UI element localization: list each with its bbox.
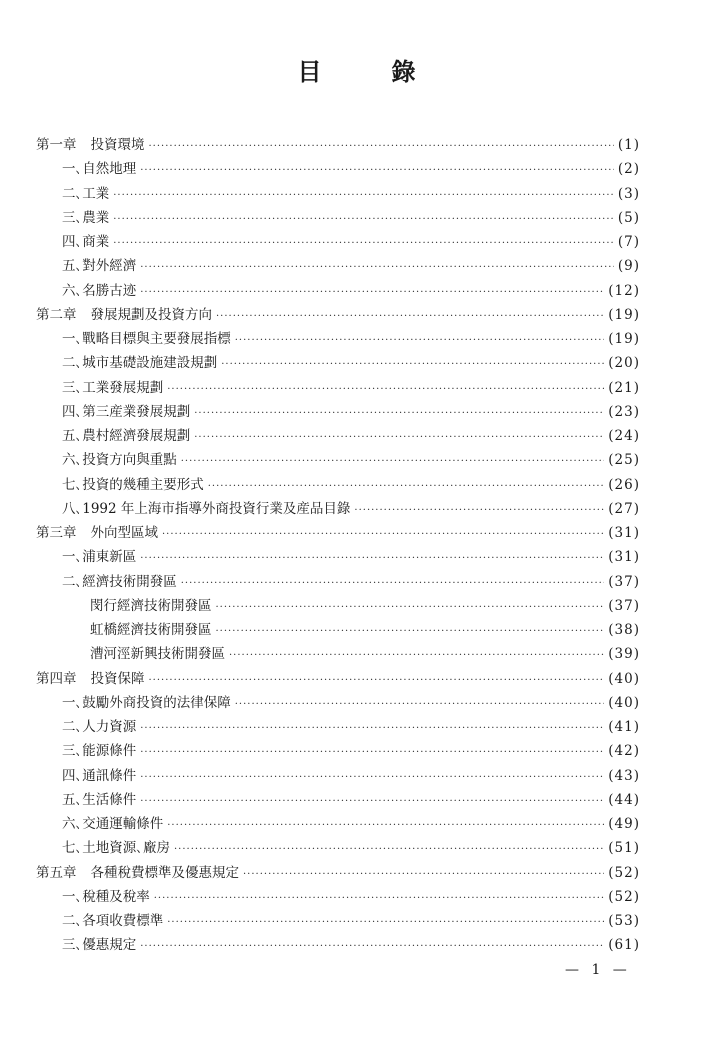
- toc-section-row: [62, 378, 640, 398]
- dot-leader: [235, 695, 605, 715]
- toc-entry-text: 二､經濟技術開發區: [62, 573, 177, 590]
- toc-entry-text: 六､名勝古迹: [62, 282, 137, 299]
- toc-page-number: (52): [608, 864, 640, 881]
- toc-entry-text: 二､各項收費標準: [62, 913, 164, 929]
- dot-leader: [216, 598, 605, 618]
- toc-entry-label: [62, 911, 163, 931]
- page-title: [0, 52, 713, 87]
- toc-page-number: (19): [608, 306, 640, 323]
- toc-section-row: [62, 475, 640, 495]
- toc-page-number: (41): [608, 719, 640, 735]
- toc-section-row: [62, 402, 640, 422]
- toc-page-number: (31): [608, 549, 640, 566]
- toc-section-row: [62, 208, 640, 228]
- toc-page-number: (26): [608, 476, 640, 493]
- toc-entry-text: 一､浦東新區: [62, 549, 137, 566]
- toc-entry-label: [62, 159, 136, 179]
- dot-leader: [154, 889, 605, 909]
- dot-leader: [140, 937, 604, 957]
- toc-page-number: (9): [617, 258, 640, 275]
- dot-leader: [181, 574, 605, 594]
- toc-section-row: [62, 741, 640, 761]
- toc-entry-label: [62, 353, 217, 373]
- dot-leader: [140, 161, 614, 181]
- toc-page-number: (5): [617, 209, 640, 226]
- page-number: — 1 —: [565, 962, 631, 978]
- toc-chapter-number: 第一章: [36, 137, 77, 153]
- toc-entry-text: 八､1992 年上海市指導外商投資行業及産品目錄: [62, 500, 351, 517]
- dot-leader: [221, 355, 604, 375]
- toc-section-row: [62, 184, 640, 204]
- toc-entry-text: 外向型區域: [90, 525, 158, 541]
- toc-page-number: (43): [608, 767, 640, 784]
- toc-entry-label: [62, 499, 350, 519]
- dot-leader: [194, 404, 604, 424]
- toc-entry-label: [62, 378, 163, 398]
- toc-entry-text: 投資保障: [90, 670, 145, 687]
- toc-entry-text: 一､戰略目標與主要發展指標: [62, 331, 231, 347]
- dot-leader: [167, 913, 604, 933]
- dot-leader: [354, 501, 604, 521]
- toc-section-row: [62, 717, 640, 737]
- toc-page-number: (51): [608, 840, 640, 857]
- dot-leader: [140, 792, 604, 812]
- toc-page-number: (37): [608, 573, 640, 590]
- toc-entry-text: 三､能源條件: [62, 743, 137, 760]
- dot-leader: [149, 671, 605, 691]
- toc-entry-text: 五､生活條件: [62, 791, 137, 808]
- toc-entry-text: 六､投資方向與重點: [62, 452, 177, 469]
- toc-entry-text: 三､農業: [62, 209, 110, 226]
- dot-leader: [140, 549, 604, 569]
- dot-leader: [149, 137, 614, 157]
- title-char-1: 目: [297, 58, 322, 86]
- dot-leader: [140, 719, 604, 739]
- toc-entry-label: [36, 523, 158, 543]
- toc-entry-label: [62, 232, 109, 252]
- toc-entry-label: [62, 208, 109, 228]
- toc-entry-text: 一､鼓勵外商投資的法律保障: [62, 694, 231, 711]
- toc-entry-label: [62, 717, 136, 737]
- dot-leader: [174, 840, 604, 860]
- dot-leader: [181, 452, 605, 472]
- toc-page-number: (53): [608, 913, 640, 929]
- toc-section-row: [62, 838, 640, 858]
- toc-section-row: [62, 790, 640, 810]
- toc-entry-text: 發展規劃及投資方向: [90, 306, 212, 323]
- toc-entry-text: 二､人力資源: [62, 719, 137, 735]
- dot-leader: [140, 743, 604, 763]
- toc-page-number: (37): [608, 597, 640, 614]
- dot-leader: [216, 307, 604, 327]
- toc-entry-text: 六､交通運輸條件: [62, 816, 164, 832]
- toc-page-number: (24): [608, 428, 640, 444]
- toc-chapter-row: [36, 523, 640, 543]
- dot-leader: [194, 428, 604, 448]
- toc-entry-label: [36, 135, 145, 155]
- toc-entry-label: [36, 305, 212, 325]
- toc-entry-label: [62, 935, 136, 955]
- toc-section-row: [62, 499, 640, 519]
- toc-entry-label: [36, 669, 145, 689]
- toc-page-number: (49): [608, 816, 640, 832]
- toc-page-number: (40): [608, 670, 640, 687]
- toc-entry-text: 二､城市基礎設施建設規劃: [62, 355, 218, 372]
- toc-chapter-number: 第三章: [36, 525, 77, 541]
- toc-entry-label: [62, 887, 150, 907]
- toc-chapter-number: 第二章: [36, 306, 77, 323]
- toc-section-row: [62, 911, 640, 931]
- toc-entry-text: 各種稅費標準及優惠規定: [90, 864, 239, 881]
- toc-section-row: [62, 814, 640, 834]
- toc-page-number: (23): [608, 403, 640, 420]
- toc-entry-text: 四､第三産業發展規劃: [62, 403, 191, 420]
- toc-section-row: [62, 353, 640, 373]
- dot-leader: [140, 768, 604, 788]
- toc-page-number: (3): [617, 185, 640, 202]
- toc-section-row: [90, 644, 640, 664]
- toc-entry-label: [62, 766, 136, 786]
- toc-chapter-row: [36, 305, 640, 325]
- toc-entry-text: 五､農村經濟發展規劃: [62, 428, 191, 444]
- toc-entry-label: [62, 450, 177, 470]
- toc-chapter-row: [36, 135, 640, 155]
- toc-entry-label: [62, 814, 163, 834]
- toc-entry-label: [62, 790, 136, 810]
- toc-entry-label: [62, 426, 190, 446]
- dot-leader: [113, 234, 614, 254]
- toc-entry-label: [62, 572, 177, 592]
- dot-leader: [243, 865, 604, 885]
- title-char-2: 錄: [391, 58, 416, 86]
- toc-entry-label: [62, 329, 231, 349]
- toc-page-number: (2): [617, 161, 640, 178]
- toc-entry-label: [90, 620, 212, 640]
- toc-page-number: (7): [617, 234, 640, 250]
- toc-entry-text: 虹橋經濟技術開發區: [90, 622, 212, 638]
- toc-section-row: [62, 329, 640, 349]
- toc-entry-text: 投資環境: [90, 137, 145, 153]
- toc-page-number: (44): [608, 791, 640, 808]
- toc-section-row: [62, 693, 640, 713]
- toc-entry-text: 七､投資的幾種主要形式: [62, 476, 204, 493]
- dot-leader: [208, 477, 605, 497]
- toc-entry-text: 七､土地資源､廠房: [62, 840, 170, 857]
- toc-entry-label: [62, 184, 109, 204]
- dot-leader: [216, 622, 605, 642]
- toc-page-number: (38): [608, 622, 640, 638]
- toc-page-number: (61): [608, 937, 640, 954]
- toc-section-row: [62, 572, 640, 592]
- toc-entry-text: 四､通訊條件: [62, 767, 137, 784]
- toc-page-number: (25): [608, 452, 640, 469]
- toc-entry-text: 五､對外經濟: [62, 258, 137, 275]
- toc-entry-label: [62, 693, 231, 713]
- dot-leader: [140, 258, 614, 278]
- dot-leader: [167, 380, 604, 400]
- toc-section-row: [62, 935, 640, 955]
- toc-entry-text: 三､工業發展規劃: [62, 379, 164, 396]
- toc-entry-label: [36, 863, 239, 883]
- toc-page-number: (40): [608, 694, 640, 711]
- toc-page-number: (52): [608, 888, 640, 905]
- toc-entry-label: [62, 475, 204, 495]
- toc-entry-label: [90, 644, 225, 664]
- toc-page-number: (27): [608, 500, 640, 517]
- toc-entry-text: 一､自然地理: [62, 161, 137, 178]
- toc-chapter-row: [36, 669, 640, 689]
- toc-entry-text: 一､稅種及稅率: [62, 888, 150, 905]
- dot-leader: [229, 646, 604, 666]
- toc-entry-text: 二､工業: [62, 185, 110, 202]
- toc-entry-label: [90, 596, 212, 616]
- toc-page-number: (12): [608, 282, 640, 299]
- dot-leader: [140, 283, 604, 303]
- toc-page-number: (31): [608, 525, 640, 541]
- toc-page-number: (39): [608, 646, 640, 663]
- toc-page-number: (1): [617, 137, 640, 153]
- toc-page-number: (42): [608, 743, 640, 760]
- toc-entry-label: [62, 256, 136, 276]
- dot-leader: [167, 816, 604, 836]
- toc-section-row: [62, 232, 640, 252]
- dot-leader: [235, 331, 605, 351]
- toc-section-row: [62, 450, 640, 470]
- dot-leader: [113, 210, 614, 230]
- toc-entry-text: 閔行經濟技術開發區: [90, 597, 212, 614]
- toc-entry-text: 三､優惠規定: [62, 937, 137, 954]
- toc-section-row: [62, 159, 640, 179]
- dot-leader: [162, 525, 604, 545]
- toc-entry-label: [62, 838, 170, 858]
- toc-page-number: (20): [608, 355, 640, 372]
- toc-section-row: [62, 256, 640, 276]
- toc-entry-label: [62, 741, 136, 761]
- toc-entry-label: [62, 402, 190, 422]
- toc-chapter-number: 第四章: [36, 670, 77, 687]
- toc-section-row: [62, 426, 640, 446]
- toc-page-number: (21): [608, 379, 640, 396]
- dot-leader: [113, 186, 614, 206]
- toc-section-row: [62, 281, 640, 301]
- toc-entry-label: [62, 281, 136, 301]
- toc-section-row: [62, 547, 640, 567]
- toc-chapter-row: [36, 863, 640, 883]
- toc-section-row: [62, 887, 640, 907]
- toc-entry-text: 漕河涇新興技術開發區: [90, 646, 225, 663]
- toc-section-row: [62, 766, 640, 786]
- toc-section-row: [90, 620, 640, 640]
- toc-section-row: [90, 596, 640, 616]
- toc-entry-text: 四､商業: [62, 234, 110, 250]
- toc-page-number: (19): [608, 331, 640, 347]
- toc-chapter-number: 第五章: [36, 864, 77, 881]
- toc-entry-label: [62, 547, 136, 567]
